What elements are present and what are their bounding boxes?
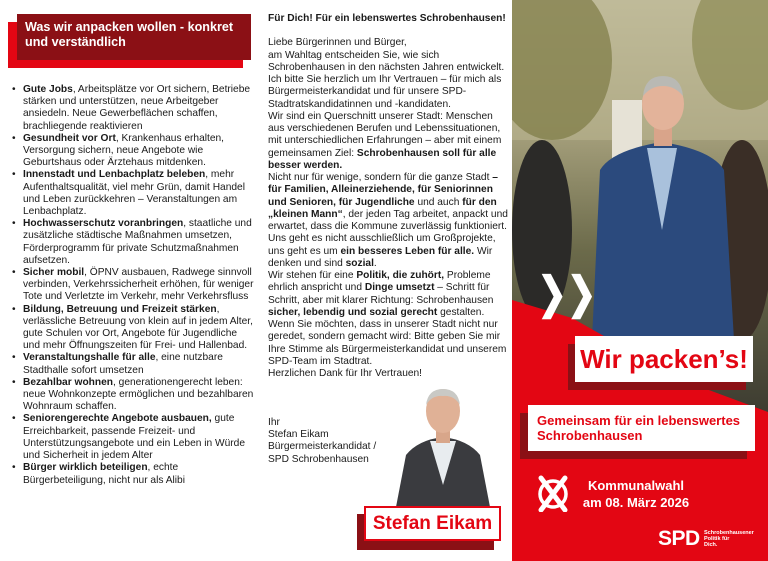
- election-date: am 08. März 2026: [582, 495, 690, 510]
- spd-tagline: [704, 530, 754, 548]
- goal-title: Sicher mobil: [23, 267, 85, 279]
- body-text: Wir denken und sind: [268, 245, 493, 269]
- emphasis-text: für den „kleinen Mann“: [268, 196, 497, 220]
- tagline-line: Politik für: [704, 536, 730, 542]
- candidate-name-label: Stefan Eikam: [364, 506, 501, 541]
- emphasis-text: Schrobenhausen soll für alle besser werden.: [268, 147, 497, 171]
- candidate-photo: [388, 385, 498, 507]
- body-text: .: [373, 257, 377, 269]
- body-text: gestalten.: [437, 306, 485, 318]
- spd-logo: SPD: [658, 527, 700, 550]
- letter-paragraph: [268, 319, 510, 368]
- subtitle: Gemeinsam für ein lebenswertes Schrobenhausen: [528, 405, 755, 451]
- body-text: und auch: [414, 196, 463, 208]
- body-text: , der jeden Tag arbeitet, anpackt und erwartet, dass die Kommune zuverlässig funktioniert. Uns geht es nicht ausschließlich um Großprojekte, uns geht es um: [268, 208, 508, 257]
- body-text: Wenn Sie möchten, dass in unserer Stadt nicht nur geredet, sondern gemacht wird: Bitte geben Sie mir Ihre Stimme als Bürgermeisterkandidat und unserem SPD-Team im Stadtrat.: [268, 319, 507, 367]
- emphasis-text: sicher, lebendig und sozial gerecht: [268, 306, 438, 318]
- goal-item: [10, 413, 254, 462]
- ballot-cross-icon: [536, 474, 570, 517]
- goal-text: , echte Bürgerbeteiligung, nicht nur als Alibi: [23, 462, 185, 486]
- goal-title: Seniorengerechte Angebote ausbauen,: [23, 413, 212, 425]
- goal-title: Veranstaltungshalle für alle: [23, 352, 156, 364]
- signature-line: SPD Schrobenhausen: [268, 453, 369, 465]
- signature-line: Bürgermeisterkandidat /: [268, 441, 377, 453]
- goal-text: , verlässliche Betreuung von klein auf in jedem Alter, gute Schulen vor Ort, Angebote für Jugendliche und mehr Öffnungszeiten für Frei- und Hallenbad.: [23, 303, 253, 352]
- goal-text: , staatliche und zusätzliche städtische Maßnahmen umsetzen, Förderprogramm für private Schutzmaßnahmen aufsetzen.: [23, 218, 252, 266]
- signature-line: Stefan Eikam: [268, 429, 329, 441]
- body-text: Liebe Bürgerinnen und Bürger,: [268, 37, 407, 49]
- cover-panel: [512, 0, 768, 561]
- body-text: Nicht nur für wenige, sondern für die ganze Stadt: [268, 172, 493, 183]
- emphasis-text: Dinge umsetzt: [364, 282, 435, 294]
- goal-title: Bezahlbar wohnen: [23, 376, 114, 388]
- goal-text: , ÖPNV ausbauen, Radwege sinnvoll verbinden, Verkehrssicherheit erhöhen, für weniger Tote und Verletzte im Verkehr, mehr Verkehrsfluss: [23, 267, 254, 303]
- letter-paragraph: [268, 172, 510, 270]
- letter-column: [256, 0, 512, 561]
- emphasis-text: Politik, die zuhört,: [356, 270, 445, 281]
- goal-item: [10, 267, 254, 304]
- goal-text: , generationengerecht leben: neue Wohnkonzepte ermöglichen und bezahlbaren Wohnraum schaffen.: [23, 376, 254, 413]
- goal-item: [10, 169, 254, 218]
- goal-title: Gute Jobs: [23, 84, 73, 95]
- body-text: – Schritt für Schritt, aber mit klarer Richtung: Schrobenhausen: [268, 282, 494, 306]
- goal-item: [10, 462, 254, 486]
- body-text: Wir sind ein Querschnitt unserer Stadt: Menschen aus verschiedenen Berufen und Lebenssituationen, mit unterschiedlichen Erfahrungen – aber mit einem gemeinsamen Ziel:: [268, 110, 502, 159]
- goal-title: Innenstadt und Lenbachplatz beleben: [23, 169, 206, 181]
- goal-item: [10, 133, 254, 170]
- signature-line: Ihr: [268, 417, 280, 428]
- goals-list: [10, 84, 254, 487]
- goal-title: Hochwasserschutz voranbringen: [23, 218, 184, 230]
- goals-column: [0, 0, 256, 561]
- goal-title: Bürger wirklich beteiligen: [23, 462, 148, 474]
- goal-item: [10, 84, 254, 133]
- emphasis-text: – für Familien, Alleinerziehende, für Seniorinnen und Senioren, für Jugendliche: [268, 172, 498, 208]
- chevron-right-icon: ❯❯: [537, 269, 597, 318]
- goal-text: , eine nutzbare Stadthalle sofort umsetzen: [23, 352, 223, 376]
- letter-title: Für Dich! Für ein lebenswertes Schrobenhausen!: [268, 13, 506, 24]
- goals-heading: Was wir anpacken wollen - konkret und verständlich: [17, 14, 251, 60]
- body-text: am Wahltag entscheiden Sie, wie sich Schrobenhausen in den nächsten Jahren entwickelt. Ich bitte Sie herzlich um Ihr Vertrauen – für mich als Bürgermeisterkandidat und für unsere SPD-Stadtratskandidatinnen und -kandidaten.: [268, 49, 505, 110]
- letter: [268, 13, 510, 380]
- goal-text: , Arbeitsplätze vor Ort sichern, Betriebe stärken und unterstützen, neue Arbeitgeber ansiedeln. Neue Gewerbeflächen schaffen, brachliegende reaktivieren: [23, 84, 251, 132]
- slogan: Wir packen’s!: [575, 336, 753, 382]
- goal-text: , mehr Aufenthaltsqualität, viel mehr Grün, damit Handel und Leben zurückkehren – Veranstaltungen am Lenbachplatz.: [23, 169, 245, 218]
- election-label: Kommunalwahl: [587, 478, 685, 493]
- goal-title: Gesundheit vor Ort: [23, 132, 116, 144]
- goal-title: Bildung, Betreuung und Freizeit stärken: [23, 303, 217, 315]
- body-text: Probleme ehrlich anspricht und: [268, 270, 491, 294]
- emphasis-text: ein besseres Leben für alle.: [340, 245, 475, 257]
- goal-item: [10, 218, 254, 267]
- election-info: [572, 477, 700, 511]
- emphasis-text: sozial: [345, 257, 374, 269]
- goal-item: [10, 352, 254, 376]
- tagline-line: Dich.: [704, 542, 718, 548]
- letter-paragraph: [268, 111, 510, 172]
- letter-paragraph: [268, 270, 510, 319]
- letter-paragraph: [268, 368, 510, 380]
- tagline-line: Schrobenhausener: [704, 530, 754, 536]
- letter-paragraph: [268, 37, 510, 49]
- goal-item: [10, 304, 254, 353]
- letter-paragraph: [268, 50, 510, 111]
- goal-item: [10, 377, 254, 414]
- goal-text: gute Erreichbarkeit, passende Freizeit- und Unterstützungsangebote und ein Leben in Würde und Sicherheit in jedem Alter: [23, 413, 246, 462]
- body-text: Herzlichen Dank für Ihr Vertrauen!: [268, 368, 423, 379]
- body-text: Wir stehen für eine: [268, 270, 357, 281]
- signature: [268, 417, 376, 466]
- goal-text: , Krankenhaus erhalten, Versorgung sichern, neue Angebote wie Geburtshaus oder Ärztehaus mitdenken.: [23, 132, 225, 169]
